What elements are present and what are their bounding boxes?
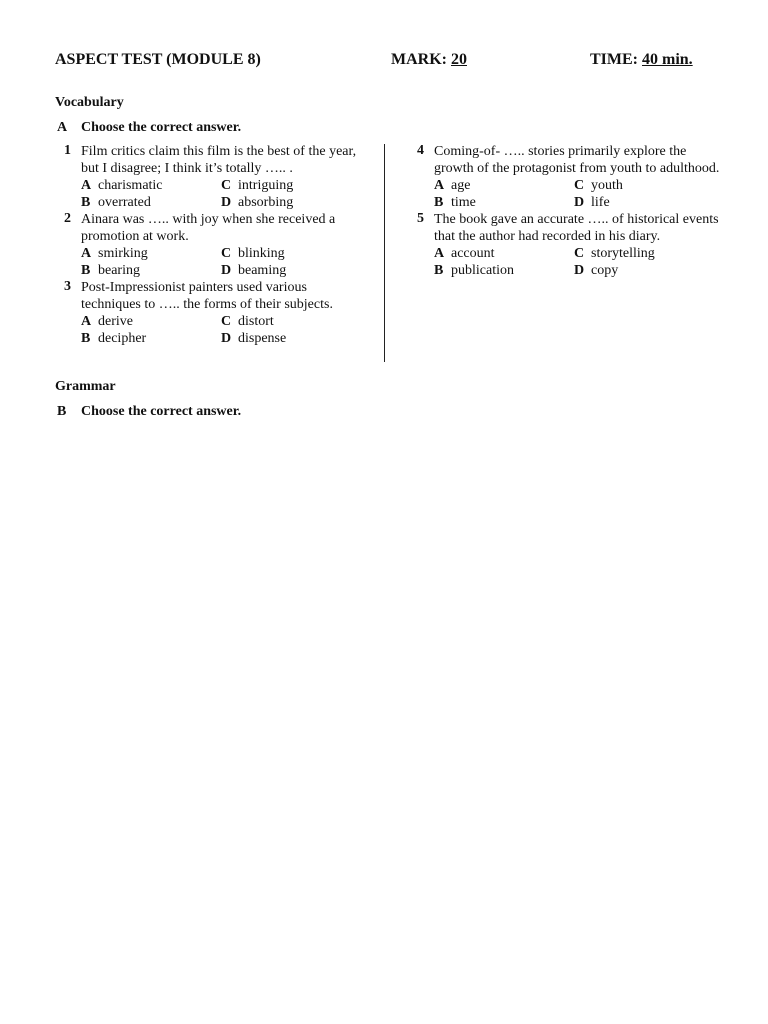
test-title: ASPECT TEST (MODULE 8): [55, 51, 261, 68]
option-letter: C: [221, 246, 232, 261]
option-letter: B: [434, 195, 444, 210]
mark: [391, 51, 467, 69]
option-text: smirking: [98, 246, 148, 261]
answer-option[interactable]: [81, 245, 221, 262]
answer-option[interactable]: [574, 262, 724, 279]
option-letter: D: [221, 195, 232, 210]
answer-option[interactable]: [81, 262, 221, 279]
answer-option[interactable]: [221, 177, 371, 194]
option-letter: A: [81, 246, 92, 261]
question-4: [410, 143, 720, 211]
option-text: derive: [98, 314, 133, 329]
instruction-text: Choose the correct answer.: [81, 120, 242, 135]
answer-option[interactable]: [434, 194, 574, 211]
answer-option[interactable]: [81, 330, 221, 347]
time-value: 40 min.: [642, 51, 693, 68]
answer-option[interactable]: [434, 245, 574, 262]
option-text: beaming: [238, 263, 287, 278]
answer-option[interactable]: [434, 177, 574, 194]
column-divider: [384, 144, 385, 362]
option-letter: A: [434, 246, 445, 261]
mark-value: 20: [450, 51, 467, 68]
instruction-letter: A: [57, 120, 68, 135]
vocabulary-title: Vocabulary: [55, 95, 124, 110]
option-text: blinking: [238, 246, 285, 261]
answer-option[interactable]: [574, 194, 724, 211]
option-letter: B: [81, 195, 91, 210]
option-letter: C: [221, 314, 232, 329]
question-number: 1: [64, 143, 71, 158]
answer-options: [81, 177, 367, 211]
time: [590, 51, 693, 69]
option-letter: C: [574, 246, 585, 261]
option-letter: A: [81, 314, 92, 329]
option-text: distort: [238, 314, 274, 329]
question-text: Coming-of- ….. stories primarily explore the growth of the protagonist from youth to adulthood.: [434, 144, 720, 176]
question-text: The book gave an accurate ….. of historical events that the author had recorded in his diary.: [434, 212, 719, 244]
question-number: 4: [417, 143, 424, 158]
vocabulary-instruction: [57, 120, 241, 136]
question-number: 2: [64, 211, 71, 226]
question-text: Film critics claim this film is the best of the year, but I disagree; I think it’s totally ….. .: [81, 144, 357, 176]
test-header: [55, 51, 715, 73]
option-letter: A: [81, 178, 92, 193]
questions-right-column: [410, 143, 720, 279]
option-text: storytelling: [591, 246, 655, 261]
answer-option[interactable]: [81, 194, 221, 211]
option-letter: C: [574, 178, 585, 193]
option-letter: D: [221, 331, 232, 346]
answer-option[interactable]: [434, 262, 574, 279]
mark-label: MARK:: [391, 51, 447, 68]
option-text: youth: [591, 178, 623, 193]
option-text: absorbing: [238, 195, 294, 210]
option-text: publication: [451, 263, 514, 278]
time-label: TIME:: [590, 51, 638, 68]
option-letter: D: [574, 263, 585, 278]
option-letter: A: [434, 178, 445, 193]
answer-options: [434, 177, 720, 211]
option-text: age: [451, 178, 471, 193]
answer-option[interactable]: [81, 177, 221, 194]
option-letter: D: [574, 195, 585, 210]
answer-options: [434, 245, 720, 279]
option-text: intriguing: [238, 178, 294, 193]
option-text: account: [451, 246, 495, 261]
option-text: overrated: [98, 195, 151, 210]
answer-options: [81, 245, 367, 279]
option-letter: C: [221, 178, 232, 193]
answer-option[interactable]: [574, 245, 724, 262]
option-text: decipher: [98, 331, 147, 346]
question-text: Post-Impressionist painters used various techniques to ….. the forms of their subjects.: [81, 280, 333, 312]
option-text: copy: [591, 263, 619, 278]
answer-options: [81, 313, 367, 347]
question-2: [57, 211, 367, 279]
answer-option[interactable]: [221, 245, 371, 262]
option-letter: B: [81, 263, 91, 278]
answer-option[interactable]: [221, 313, 371, 330]
option-letter: B: [434, 263, 444, 278]
option-text: time: [451, 195, 476, 210]
grammar-title: Grammar: [55, 379, 116, 394]
question-3: [57, 279, 367, 347]
instruction-letter: B: [57, 404, 67, 419]
question-5: [410, 211, 720, 279]
option-text: life: [591, 195, 610, 210]
question-number: 5: [417, 211, 424, 226]
grammar-instruction: [57, 404, 241, 420]
questions-left-column: [57, 143, 367, 347]
option-text: bearing: [98, 263, 140, 278]
question-text: Ainara was ….. with joy when she received a promotion at work.: [81, 212, 336, 244]
option-text: dispense: [238, 331, 287, 346]
answer-option[interactable]: [221, 262, 371, 279]
answer-option[interactable]: [221, 330, 371, 347]
option-text: charismatic: [98, 178, 163, 193]
option-letter: B: [81, 331, 91, 346]
answer-option[interactable]: [81, 313, 221, 330]
question-number: 3: [64, 279, 71, 294]
question-1: [57, 143, 367, 211]
instruction-text: Choose the correct answer.: [81, 404, 242, 419]
option-letter: D: [221, 263, 232, 278]
answer-option[interactable]: [574, 177, 724, 194]
answer-option[interactable]: [221, 194, 371, 211]
